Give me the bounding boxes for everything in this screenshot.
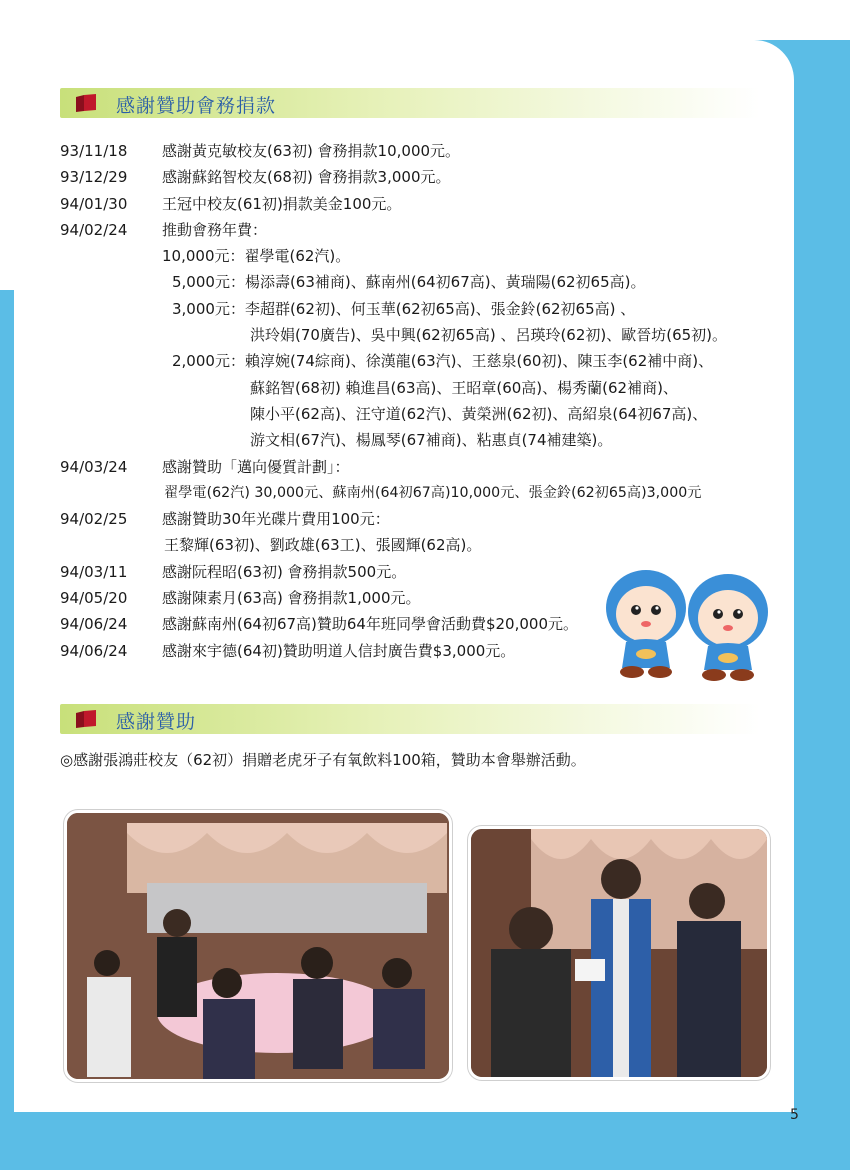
- book-icon: [74, 93, 98, 113]
- entry-text: 2,000元：賴淳婉(74綜商)、徐漢龍(63汽)、王慈泉(60初)、陳玉李(62補中商)、: [172, 352, 714, 371]
- entry-text: 感謝蘇銘智校友(68初) 會務捐款3,000元。: [162, 168, 451, 187]
- list-item: [60, 138, 790, 164]
- date: 93/12/29: [60, 168, 128, 187]
- entry-text: 感謝贊助「邁向優質計劃」：: [162, 457, 350, 476]
- section-title: 感謝贊助會務捐款: [116, 95, 277, 117]
- event-photo-handover: [468, 826, 770, 1080]
- page-number: 5: [790, 1107, 799, 1123]
- entry-text: 感謝贊助30年光碟片費用100元：: [162, 510, 390, 529]
- entry-text: 感謝黃克敏校友(63初) 會務捐款10,000元。: [162, 142, 461, 160]
- photo-handover-illustration: [471, 829, 767, 1077]
- list-item: [60, 322, 790, 348]
- entry-text: 陳小平(62高)、汪守道(62汽)、黃榮洲(62初)、高紹泉(64初67高)、: [250, 404, 708, 423]
- entry-text: 3,000元：李超群(62初)、何玉華(62初65高)、張金鈴(62初65高) 、: [172, 299, 636, 318]
- list-item: [60, 296, 790, 322]
- list-item: [60, 217, 790, 243]
- sponsorship-note: ◎感謝張鴻莊校友（62初）捐贈老虎牙子有氧飲料100箱，贊助本會舉辦活動。: [60, 751, 586, 769]
- top-margin: [0, 0, 850, 40]
- bottom-band: [0, 1112, 850, 1170]
- list-item: [60, 532, 790, 558]
- list-item: [60, 164, 790, 190]
- list-item: [60, 348, 790, 374]
- entry-text: 感謝來宇德(64初)贊助明道人信封廣告費$3,000元。: [162, 641, 516, 660]
- date: 94/01/30: [60, 194, 128, 213]
- entry-text: 感謝陳素月(63高) 會務捐款1,000元。: [162, 589, 421, 608]
- list-item: [60, 269, 790, 295]
- entry-text: 感謝阮程昭(63初) 會務捐款500元。: [162, 562, 407, 581]
- list-item: [60, 454, 790, 480]
- entry-text: 王冠中校友(61初)捐款美金100元。: [162, 194, 402, 213]
- mascot-illustration: [598, 556, 778, 684]
- left-margin: [0, 0, 14, 290]
- date: 93/11/18: [60, 142, 128, 160]
- photo-dinner-illustration: [67, 813, 449, 1079]
- list-item: [60, 506, 790, 532]
- entry-text: 洪玲娟(70廣告)、吳中興(62初65高) 、呂瑛玲(62初)、歐晉坊(65初)。: [250, 326, 728, 345]
- entry-text: 翟學電(62汽) 30,000元、蘇南州(64初67高)10,000元、張金鈴(62初65高)3,000元: [164, 484, 702, 501]
- section-header-donations: [60, 88, 760, 118]
- date: 94/03/11: [60, 562, 128, 581]
- list-item: [60, 375, 790, 401]
- date: 94/06/24: [60, 615, 128, 634]
- section-title: 感謝贊助: [116, 711, 197, 733]
- event-photo-dinner: [64, 810, 452, 1082]
- entry-text: 感謝蘇南州(64初67高)贊助64年班同學會活動費$20,000元。: [162, 615, 578, 634]
- date: 94/02/24: [60, 220, 128, 239]
- list-item: [60, 191, 790, 217]
- mascot-left: [606, 570, 686, 678]
- date: 94/03/24: [60, 457, 128, 476]
- list-item: [60, 243, 790, 269]
- entry-text: 游文相(67汽)、楊鳳琴(67補商)、粘惠貞(74補建築)。: [250, 431, 613, 450]
- entry-text: 蘇銘智(68初) 賴進昌(63高)、王昭章(60高)、楊秀蘭(62補商)、: [250, 378, 678, 397]
- mascot-right: [688, 574, 768, 681]
- section-header-sponsorship: [60, 704, 760, 734]
- entry-text: 10,000元：翟學電(62汽)。: [162, 247, 351, 266]
- list-item: [60, 427, 790, 453]
- entry-text: 王黎輝(63初)、劉政雄(63工)、張國輝(62高)。: [164, 536, 482, 555]
- date: 94/06/24: [60, 641, 128, 660]
- entry-text: 推動會務年費：: [162, 220, 268, 239]
- list-item: [60, 480, 790, 506]
- entry-text: 5,000元：楊添壽(63補商)、蘇南州(64初67高)、黃瑞陽(62初65高)。: [172, 273, 646, 292]
- date: 94/05/20: [60, 589, 128, 608]
- book-icon: [74, 709, 98, 729]
- date: 94/02/25: [60, 510, 128, 529]
- list-item: [60, 401, 790, 427]
